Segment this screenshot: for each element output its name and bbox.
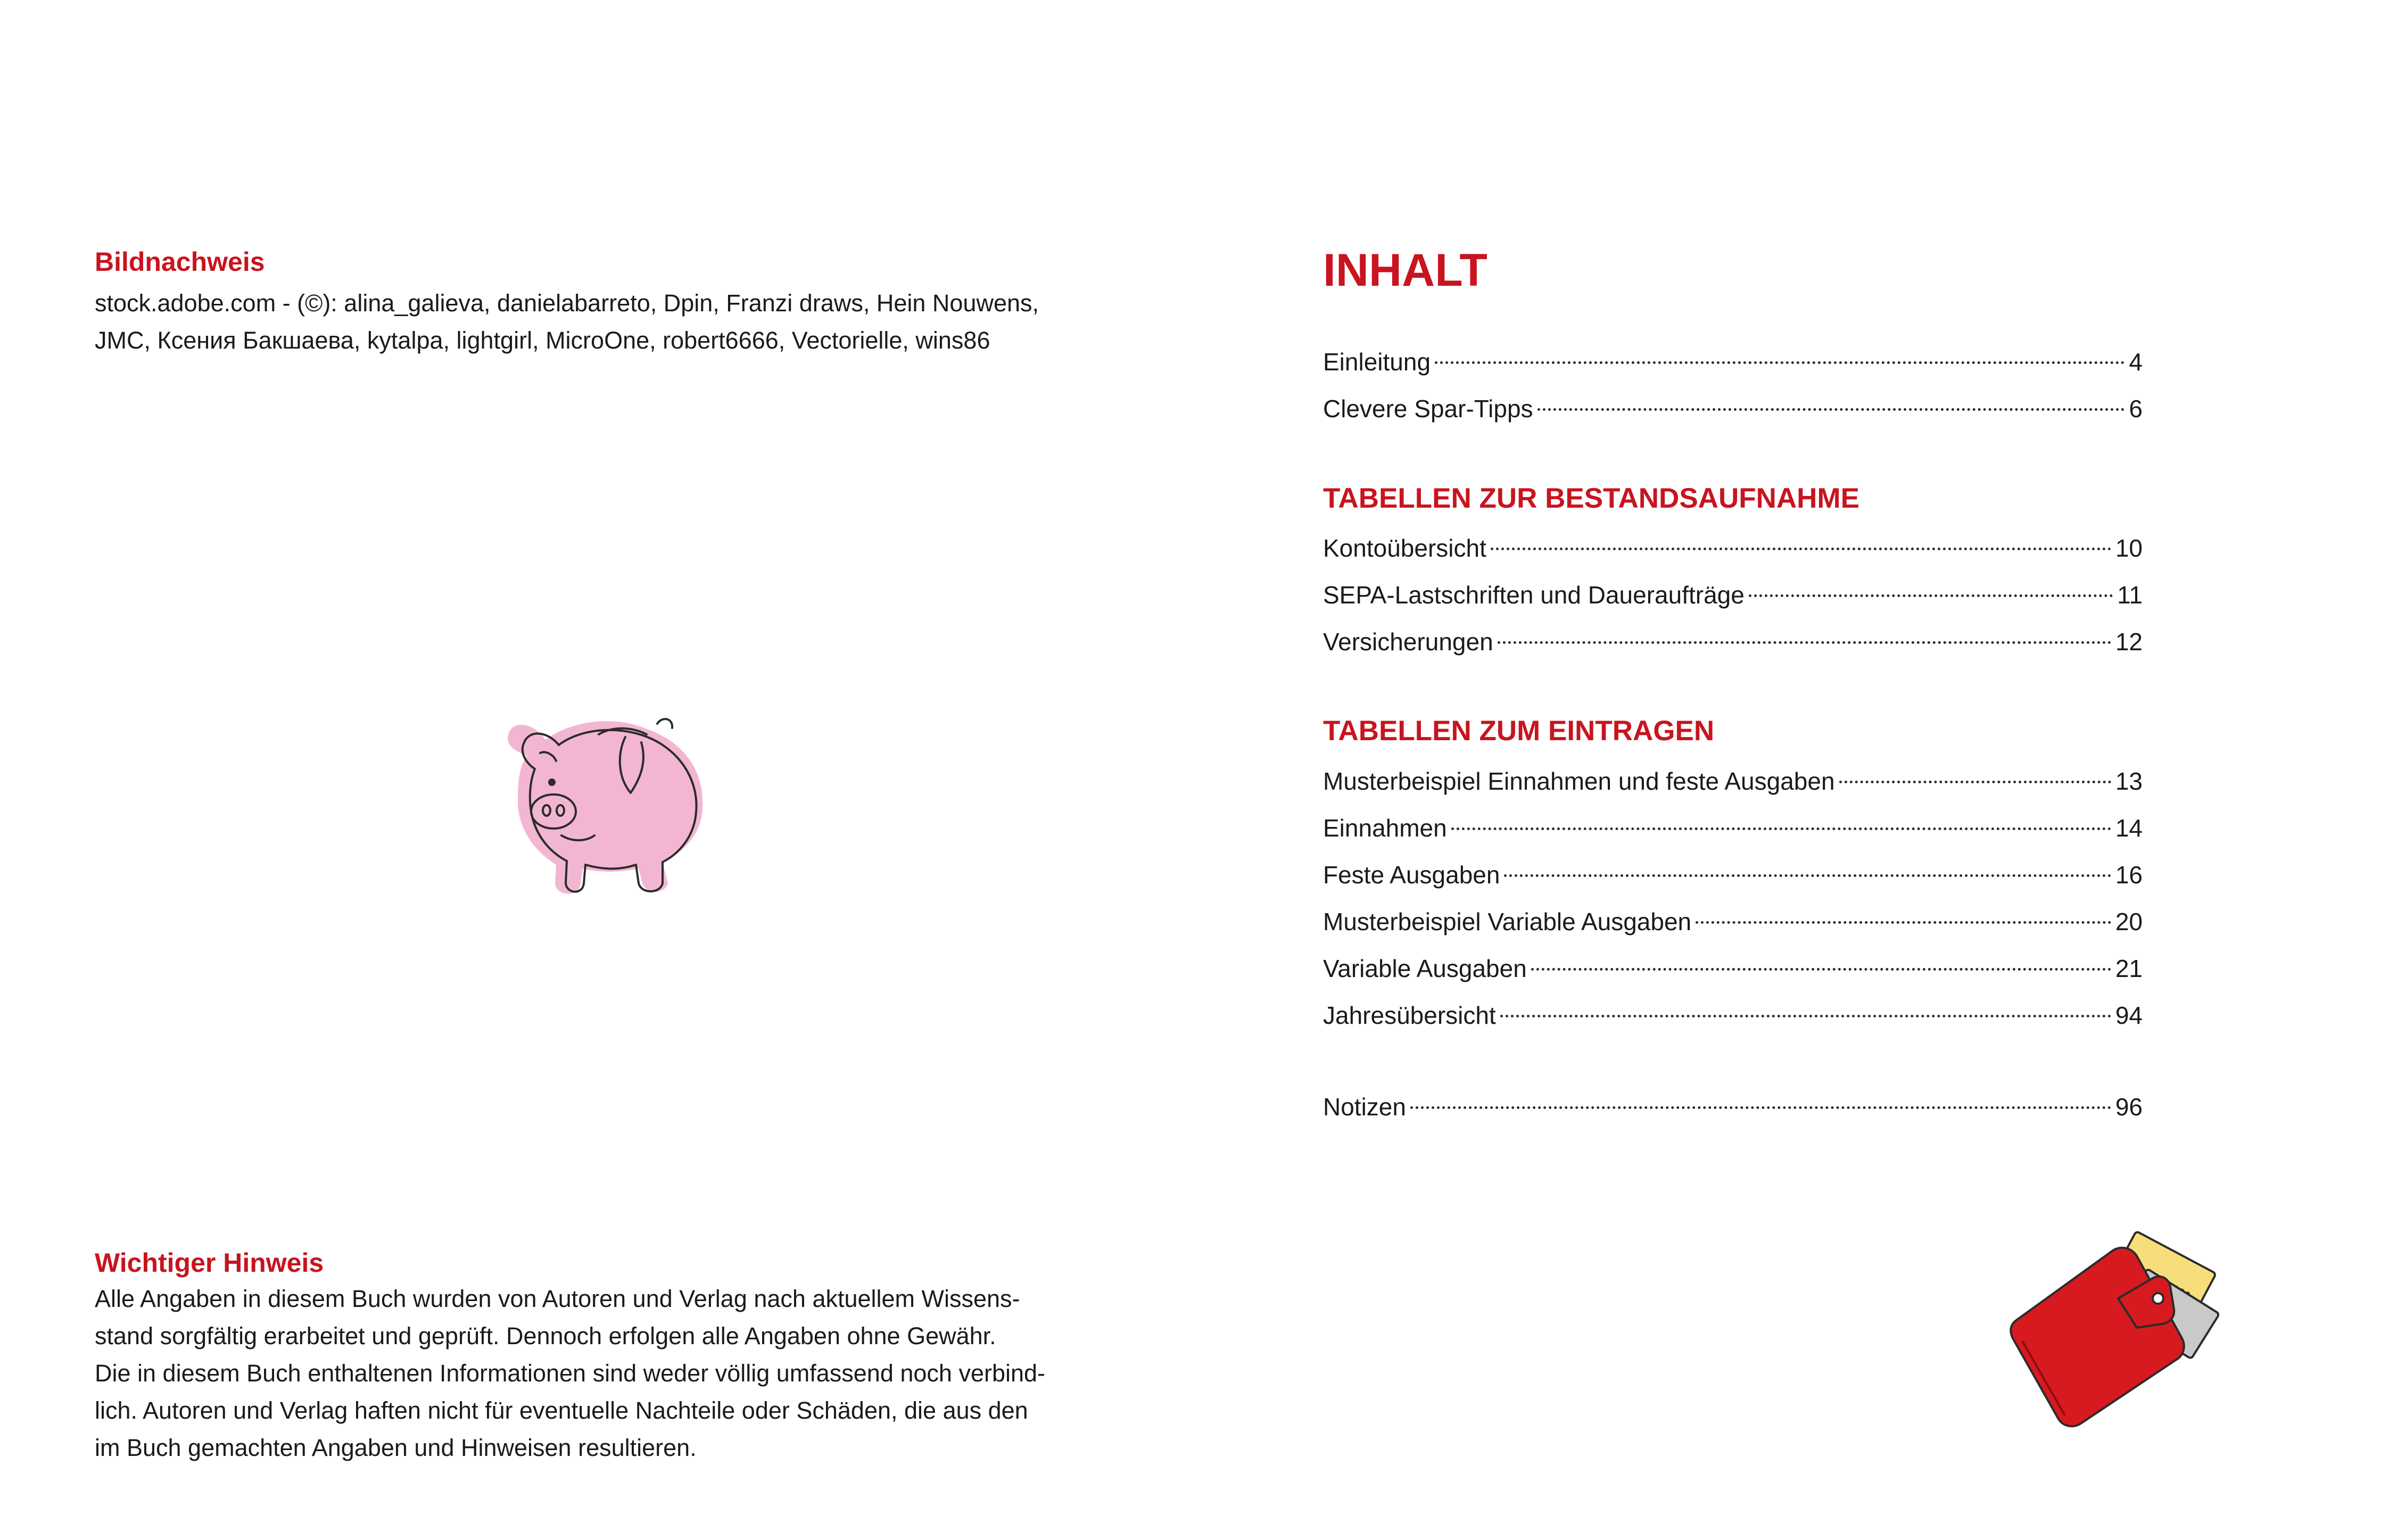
wallet-icon	[2006, 1219, 2230, 1431]
dot-leader	[1537, 408, 2125, 411]
notice-text: Alle Angaben in diesem Buch wurden von Autoren und Verlag nach aktuellem Wissens- stand sorgfältig erarbeitet und geprüft. Dennoch erfolgen alle Angaben ohne Gewähr. Die in diesem Buch enthaltenen Informationen sind weder völlig umfassend noch verbind- lich. Autoren und Verlag haften nicht für eventuelle Nachteile oder Schäden, die aus den im Buch gemachten Angaben und Hinweisen resultieren.	[95, 1285, 1046, 1461]
dot-leader	[1491, 548, 2111, 550]
toc-entry[interactable]	[1323, 992, 2143, 1039]
toc-section-list	[1323, 758, 2143, 1039]
toc-entry-page: 11	[2117, 581, 2143, 609]
toc-entry-page: 20	[2115, 908, 2143, 935]
toc-entry-label: Feste Ausgaben	[1323, 861, 1500, 889]
piggy-bank-icon	[503, 702, 726, 905]
toc-entry-page: 14	[2115, 814, 2143, 842]
toc-entry-label: Einnahmen	[1323, 814, 1447, 842]
toc-entry-page: 6	[2129, 395, 2143, 423]
toc-entry-page: 16	[2115, 861, 2143, 889]
dot-leader	[1500, 1015, 2111, 1017]
credits-text: stock.adobe.com - (©): alina_galieva, danielabarreto, Dpin, Franzi draws, Hein Nouwens, JMC, Ксения Бакшаева, kytalpa, lightgirl, MicroOne, robert6666, Vectorielle, wins86	[95, 289, 1039, 354]
toc-entry-label: Notizen	[1323, 1093, 1406, 1121]
toc-notes-list	[1323, 1083, 2143, 1130]
toc-entry-page: 21	[2115, 955, 2143, 982]
dot-leader	[1451, 827, 2111, 830]
toc-entry-page: 94	[2115, 1001, 2143, 1029]
toc-entry[interactable]	[1323, 618, 2143, 665]
toc-entry[interactable]	[1323, 1083, 2143, 1130]
toc-entry-page: 96	[2115, 1093, 2143, 1121]
toc-entry[interactable]	[1323, 385, 2143, 432]
toc-entry[interactable]	[1323, 805, 2143, 851]
toc-entry-label: Variable Ausgaben	[1323, 955, 1527, 982]
toc-entry-page: 13	[2115, 767, 2143, 795]
dot-leader	[1749, 594, 2113, 597]
toc-entry-label: Einleitung	[1323, 348, 1431, 376]
toc-section-title: TABELLEN ZUM EINTRAGEN	[1323, 715, 1715, 747]
toc-entry-label: Musterbeispiel Einnahmen und feste Ausgaben	[1323, 767, 1835, 795]
toc-entry-label: Musterbeispiel Variable Ausgaben	[1323, 908, 1692, 935]
toc-entry[interactable]	[1323, 338, 2143, 385]
toc-entry-label: SEPA-Lastschriften und Daueraufträge	[1323, 581, 1745, 609]
toc-intro-list	[1323, 338, 2143, 432]
toc-entry-label: Clevere Spar-Tipps	[1323, 395, 1533, 423]
dot-leader	[1531, 968, 2111, 971]
toc-entry-page: 12	[2115, 628, 2143, 656]
toc-entry[interactable]	[1323, 851, 2143, 898]
toc-entry-label: Kontoübersicht	[1323, 534, 1486, 562]
toc-entry[interactable]	[1323, 572, 2143, 618]
dot-leader	[1435, 361, 2125, 364]
toc-section-title: TABELLEN ZUR BESTANDSAUFNAHME	[1323, 483, 1859, 514]
dot-leader	[1504, 874, 2111, 877]
toc-entry[interactable]	[1323, 945, 2143, 992]
toc-entry[interactable]	[1323, 758, 2143, 805]
dot-leader	[1498, 641, 2111, 644]
toc-title: INHALT	[1323, 245, 1487, 296]
toc-entry[interactable]	[1323, 898, 2143, 945]
toc-entry-label: Versicherungen	[1323, 628, 1493, 656]
toc-entry-label: Jahresübersicht	[1323, 1001, 1496, 1029]
dot-leader	[1696, 921, 2111, 924]
toc-entry-page: 10	[2115, 534, 2143, 562]
toc-entry-page: 4	[2129, 348, 2143, 376]
toc-entry[interactable]	[1323, 525, 2143, 572]
toc-section-list	[1323, 525, 2143, 665]
dot-leader	[1410, 1106, 2111, 1109]
notice-heading: Wichtiger Hinweis	[95, 1248, 324, 1278]
credits-heading: Bildnachweis	[95, 247, 265, 277]
dot-leader	[1839, 781, 2111, 783]
